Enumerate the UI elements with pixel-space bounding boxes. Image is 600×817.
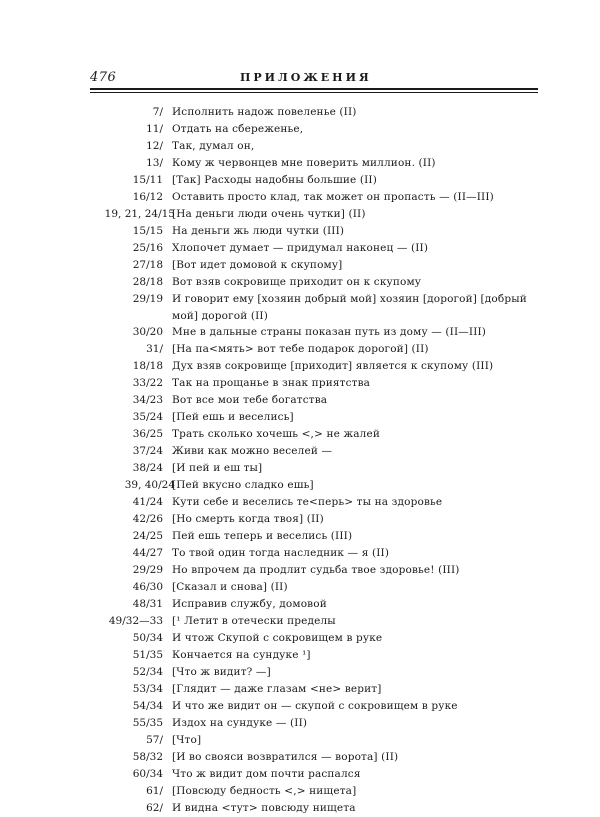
entry-row: [0, 528, 600, 545]
line-reference: 37/24: [132, 445, 163, 457]
line-reference: 61/: [146, 785, 163, 797]
entry-row: [0, 494, 600, 511]
entry-row: [0, 613, 600, 630]
variant-text: Исполнить надож повеленье (II): [172, 106, 357, 118]
variant-text: [Пей вкусно сладко ешь]: [172, 479, 314, 491]
variant-text: И видна <тут> повсюду нищета: [172, 802, 356, 814]
entry-row: [0, 409, 600, 426]
line-reference: 13/: [146, 157, 163, 169]
variant-text: И чтож Скупой с сокровищем в руке: [172, 632, 383, 644]
line-reference: 24/25: [132, 530, 163, 542]
line-reference: 60/34: [132, 768, 163, 780]
variant-text: И что же видит он — скупой с сокровищем в руке: [172, 700, 458, 712]
entry-row: [0, 257, 600, 274]
line-reference: 36/25: [132, 428, 163, 440]
entry-row: [0, 121, 600, 138]
variant-text: Вот взяв сокровище приходит он к скупому: [172, 276, 422, 288]
entry-row: [0, 545, 600, 562]
entry-row: [0, 443, 600, 460]
line-reference: 34/23: [132, 394, 163, 406]
entry-row: [0, 749, 600, 766]
entry-row: [0, 426, 600, 443]
variant-text: На деньги жь люди чутки (III): [172, 225, 345, 237]
entry-row: [0, 596, 600, 613]
line-reference: 58/32: [132, 751, 163, 763]
entry-row: [0, 698, 600, 715]
variant-text: [И пей и еш ты]: [172, 462, 263, 474]
variant-text: [Что ж видит? —]: [172, 666, 271, 678]
entry-row: [0, 477, 600, 494]
variant-text: [И во свояси возвратился — ворота] (II): [172, 751, 399, 763]
entry-row: [0, 240, 600, 257]
entry-row: [0, 104, 600, 121]
line-reference: 11/: [146, 123, 163, 135]
line-reference: 51/35: [132, 649, 163, 661]
variant-text: [¹ Летит в отечески пределы: [172, 615, 336, 627]
line-reference: 15/15: [132, 225, 163, 237]
line-reference: 30/20: [132, 326, 163, 338]
line-reference: 44/27: [132, 547, 163, 559]
line-reference: 55/35: [132, 717, 163, 729]
variant-text: [Так] Расходы надобны большие (II): [172, 174, 377, 186]
entry-row: [0, 681, 600, 698]
entry-row: [0, 189, 600, 206]
header-rule-thin: [90, 92, 538, 93]
variant-text: Дух взяв сокровище [приходит] является к скупому (III): [172, 360, 494, 372]
entry-row: [0, 630, 600, 647]
entry-row: [0, 138, 600, 155]
page-number: 476: [90, 70, 117, 85]
line-reference: 54/34: [132, 700, 163, 712]
line-reference: 53/34: [132, 683, 163, 695]
variant-text: [На па<мять> вот тебе подарок дорогой] (II): [172, 343, 429, 355]
entry-row: [0, 324, 600, 341]
entry-row: [0, 341, 600, 358]
variant-text: [Что]: [172, 734, 202, 746]
variant-text: [Но смерть когда твоя] (II): [172, 513, 324, 525]
variant-text: мой] дорогой (II): [172, 310, 268, 322]
variant-text: [Сказал и снова] (II): [172, 581, 288, 593]
line-reference: 29/19: [132, 293, 163, 305]
line-reference: 38/24: [132, 462, 163, 474]
variant-text: Отдать на сбереженье,: [172, 123, 304, 135]
entry-row: [0, 511, 600, 528]
line-reference: 25/16: [132, 242, 163, 254]
line-reference: 62/: [146, 802, 163, 814]
entry-row: [0, 783, 600, 800]
entry-row: [0, 172, 600, 189]
line-reference: 19, 21, 24/15: [104, 208, 175, 220]
variant-text: Кому ж червонцев мне поверить миллион. (II): [172, 157, 436, 169]
variant-text: [Глядит — даже глазам <не> верит]: [172, 683, 382, 695]
line-reference: 29/29: [132, 564, 163, 576]
entry-row: [0, 562, 600, 579]
line-reference: 15/11: [132, 174, 163, 186]
line-reference: 35/24: [132, 411, 163, 423]
line-reference: 7/: [152, 106, 163, 118]
line-reference: 33/22: [132, 377, 163, 389]
variant-text: [На деньги люди очень чутки] (II): [172, 208, 366, 220]
line-reference: 31/: [146, 343, 163, 355]
variant-text: [Вот идет домовой к скупому]: [172, 259, 343, 271]
variant-text: Живи как можно веселей —: [172, 445, 333, 457]
line-reference: 48/31: [132, 598, 163, 610]
entry-row: [0, 715, 600, 732]
variant-list: [0, 104, 600, 817]
entry-row: [0, 460, 600, 477]
variant-text: И говорит ему [хозяин добрый мой] хозяин [дорогой] [добрый: [172, 293, 527, 305]
line-reference: 16/12: [132, 191, 163, 203]
entry-row: [0, 664, 600, 681]
variant-text: Мне в дальные страны показан путь из дому — (II—III): [172, 326, 487, 338]
variant-text: Издох на сундуке — (II): [172, 717, 308, 729]
variant-text: Так на прощанье в знак приятства: [172, 377, 371, 389]
entry-row: [0, 732, 600, 749]
line-reference: 42/26: [132, 513, 163, 525]
entry-row: [0, 274, 600, 291]
line-reference: 28/18: [132, 276, 163, 288]
entry-row: [0, 155, 600, 172]
line-reference: 49/32—33: [108, 615, 163, 627]
entry-row: [0, 375, 600, 392]
entry-row: [0, 206, 600, 223]
variant-text: [Повсюду бедность <,> нищета]: [172, 785, 357, 797]
variant-text: Вот все мои тебе богатства: [172, 394, 328, 406]
entry-row: [0, 579, 600, 596]
line-reference: 46/30: [132, 581, 163, 593]
variant-text: Исправив службу, домовой: [172, 598, 327, 610]
line-reference: 57/: [146, 734, 163, 746]
entry-row: [0, 800, 600, 817]
entry-row: [0, 647, 600, 664]
line-reference: 52/34: [132, 666, 163, 678]
line-reference: 27/18: [132, 259, 163, 271]
entry-row: [0, 291, 600, 308]
line-reference: 41/24: [132, 496, 163, 508]
variant-text: Оставить просто клад, так может он пропасть — (II—III): [172, 191, 494, 203]
header-rule-thick: [90, 88, 538, 90]
variant-text: Что ж видит дом почти распался: [172, 768, 361, 780]
entry-row: [0, 223, 600, 240]
entry-row: [0, 766, 600, 783]
entry-row: [0, 308, 600, 324]
variant-text: [Пей ешь и веселись]: [172, 411, 294, 423]
variant-text: Кончается на сундуке ¹]: [172, 649, 311, 661]
running-head: ПРИЛОЖЕНИЯ: [240, 71, 372, 84]
line-reference: 18/18: [132, 360, 163, 372]
variant-text: Кути себе и веселись те<перь> ты на здоровье: [172, 496, 443, 508]
entry-row: [0, 392, 600, 409]
variant-text: Но впрочем да продлит судьба твое здоровье! (III): [172, 564, 460, 576]
line-reference: 50/34: [132, 632, 163, 644]
variant-text: Трать сколько хочешь <,> не жалей: [172, 428, 381, 440]
entry-row: [0, 358, 600, 375]
variant-text: Хлопочет думает — придумал наконец — (II): [172, 242, 429, 254]
line-reference: 39, 40/24: [124, 479, 175, 491]
variant-text: Пей ешь теперь и веселись (III): [172, 530, 353, 542]
variant-text: То твой один тогда наследник — я (II): [172, 547, 390, 559]
line-reference: 12/: [146, 140, 163, 152]
variant-text: Так, думал он,: [172, 140, 255, 152]
